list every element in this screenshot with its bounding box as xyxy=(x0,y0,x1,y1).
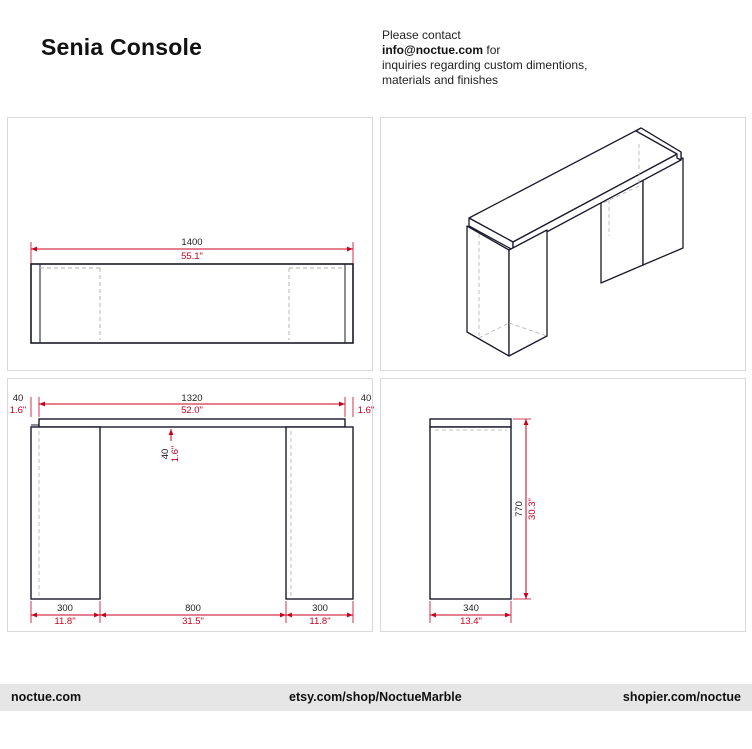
side-height-mm: 770 xyxy=(514,501,525,517)
front-overhang-left-mm: 40 xyxy=(12,393,24,404)
front-leg-left xyxy=(31,427,100,599)
contact-email-suffix: for xyxy=(483,43,501,57)
front-thickness-in: 1.6" xyxy=(170,445,181,463)
front-gap-mm: 800 xyxy=(185,603,201,614)
top-length-mm: 1400 xyxy=(181,237,203,248)
front-view-drawing xyxy=(8,379,374,633)
footer-link-website[interactable]: noctue.com xyxy=(11,690,82,704)
front-leg-right-in: 11.8" xyxy=(309,616,331,627)
side-depth-mm: 340 xyxy=(463,603,479,614)
contact-info xyxy=(382,28,587,88)
front-top-slab xyxy=(39,419,345,427)
front-inner-mm: 1320 xyxy=(181,393,203,404)
side-depth-in: 13.4" xyxy=(460,616,482,627)
top-view-drawing xyxy=(8,118,374,372)
page-title: Senia Console xyxy=(41,34,203,60)
front-leg-left-in: 11.8" xyxy=(54,616,76,627)
side-leg xyxy=(430,427,511,599)
front-leg-right-mm: 300 xyxy=(312,603,328,614)
side-top-slab xyxy=(430,419,511,427)
side-height-in: 30.3" xyxy=(527,498,538,520)
contact-line-2 xyxy=(382,43,587,58)
front-gap-in: 31.5" xyxy=(182,616,204,627)
front-overhang-left-in: 1.6" xyxy=(9,405,27,416)
top-length-in: 55.1" xyxy=(181,251,203,262)
front-view-panel xyxy=(7,378,373,632)
top-slab-outline xyxy=(31,264,353,343)
iso-front-leg-side xyxy=(509,230,547,356)
front-leg-left-mm: 300 xyxy=(57,603,73,614)
front-overhang-right-in: 1.6" xyxy=(357,405,374,416)
isometric-view-panel xyxy=(380,117,746,371)
footer-link-etsy[interactable]: etsy.com/shop/NoctueMarble xyxy=(289,690,462,704)
isometric-drawing xyxy=(381,118,747,372)
side-view-panel xyxy=(380,378,746,632)
footer-bar xyxy=(0,684,752,711)
front-leg-right xyxy=(286,427,353,599)
contact-line-4: materials and finishes xyxy=(382,73,499,87)
iso-front-leg-front xyxy=(467,226,509,356)
contact-email[interactable]: info@noctue.com xyxy=(382,43,484,57)
front-thickness-mm: 40 xyxy=(160,448,171,460)
top-view-panel xyxy=(7,117,373,371)
contact-line-3: inquiries regarding custom dimentions, xyxy=(382,58,588,72)
footer-link-shopier[interactable]: shopier.com/noctue xyxy=(622,690,741,704)
front-overhang-right-mm: 40 xyxy=(360,393,372,404)
side-view-drawing xyxy=(381,379,747,633)
front-inner-in: 52.0" xyxy=(181,405,203,416)
contact-line-1: Please contact xyxy=(382,28,461,42)
